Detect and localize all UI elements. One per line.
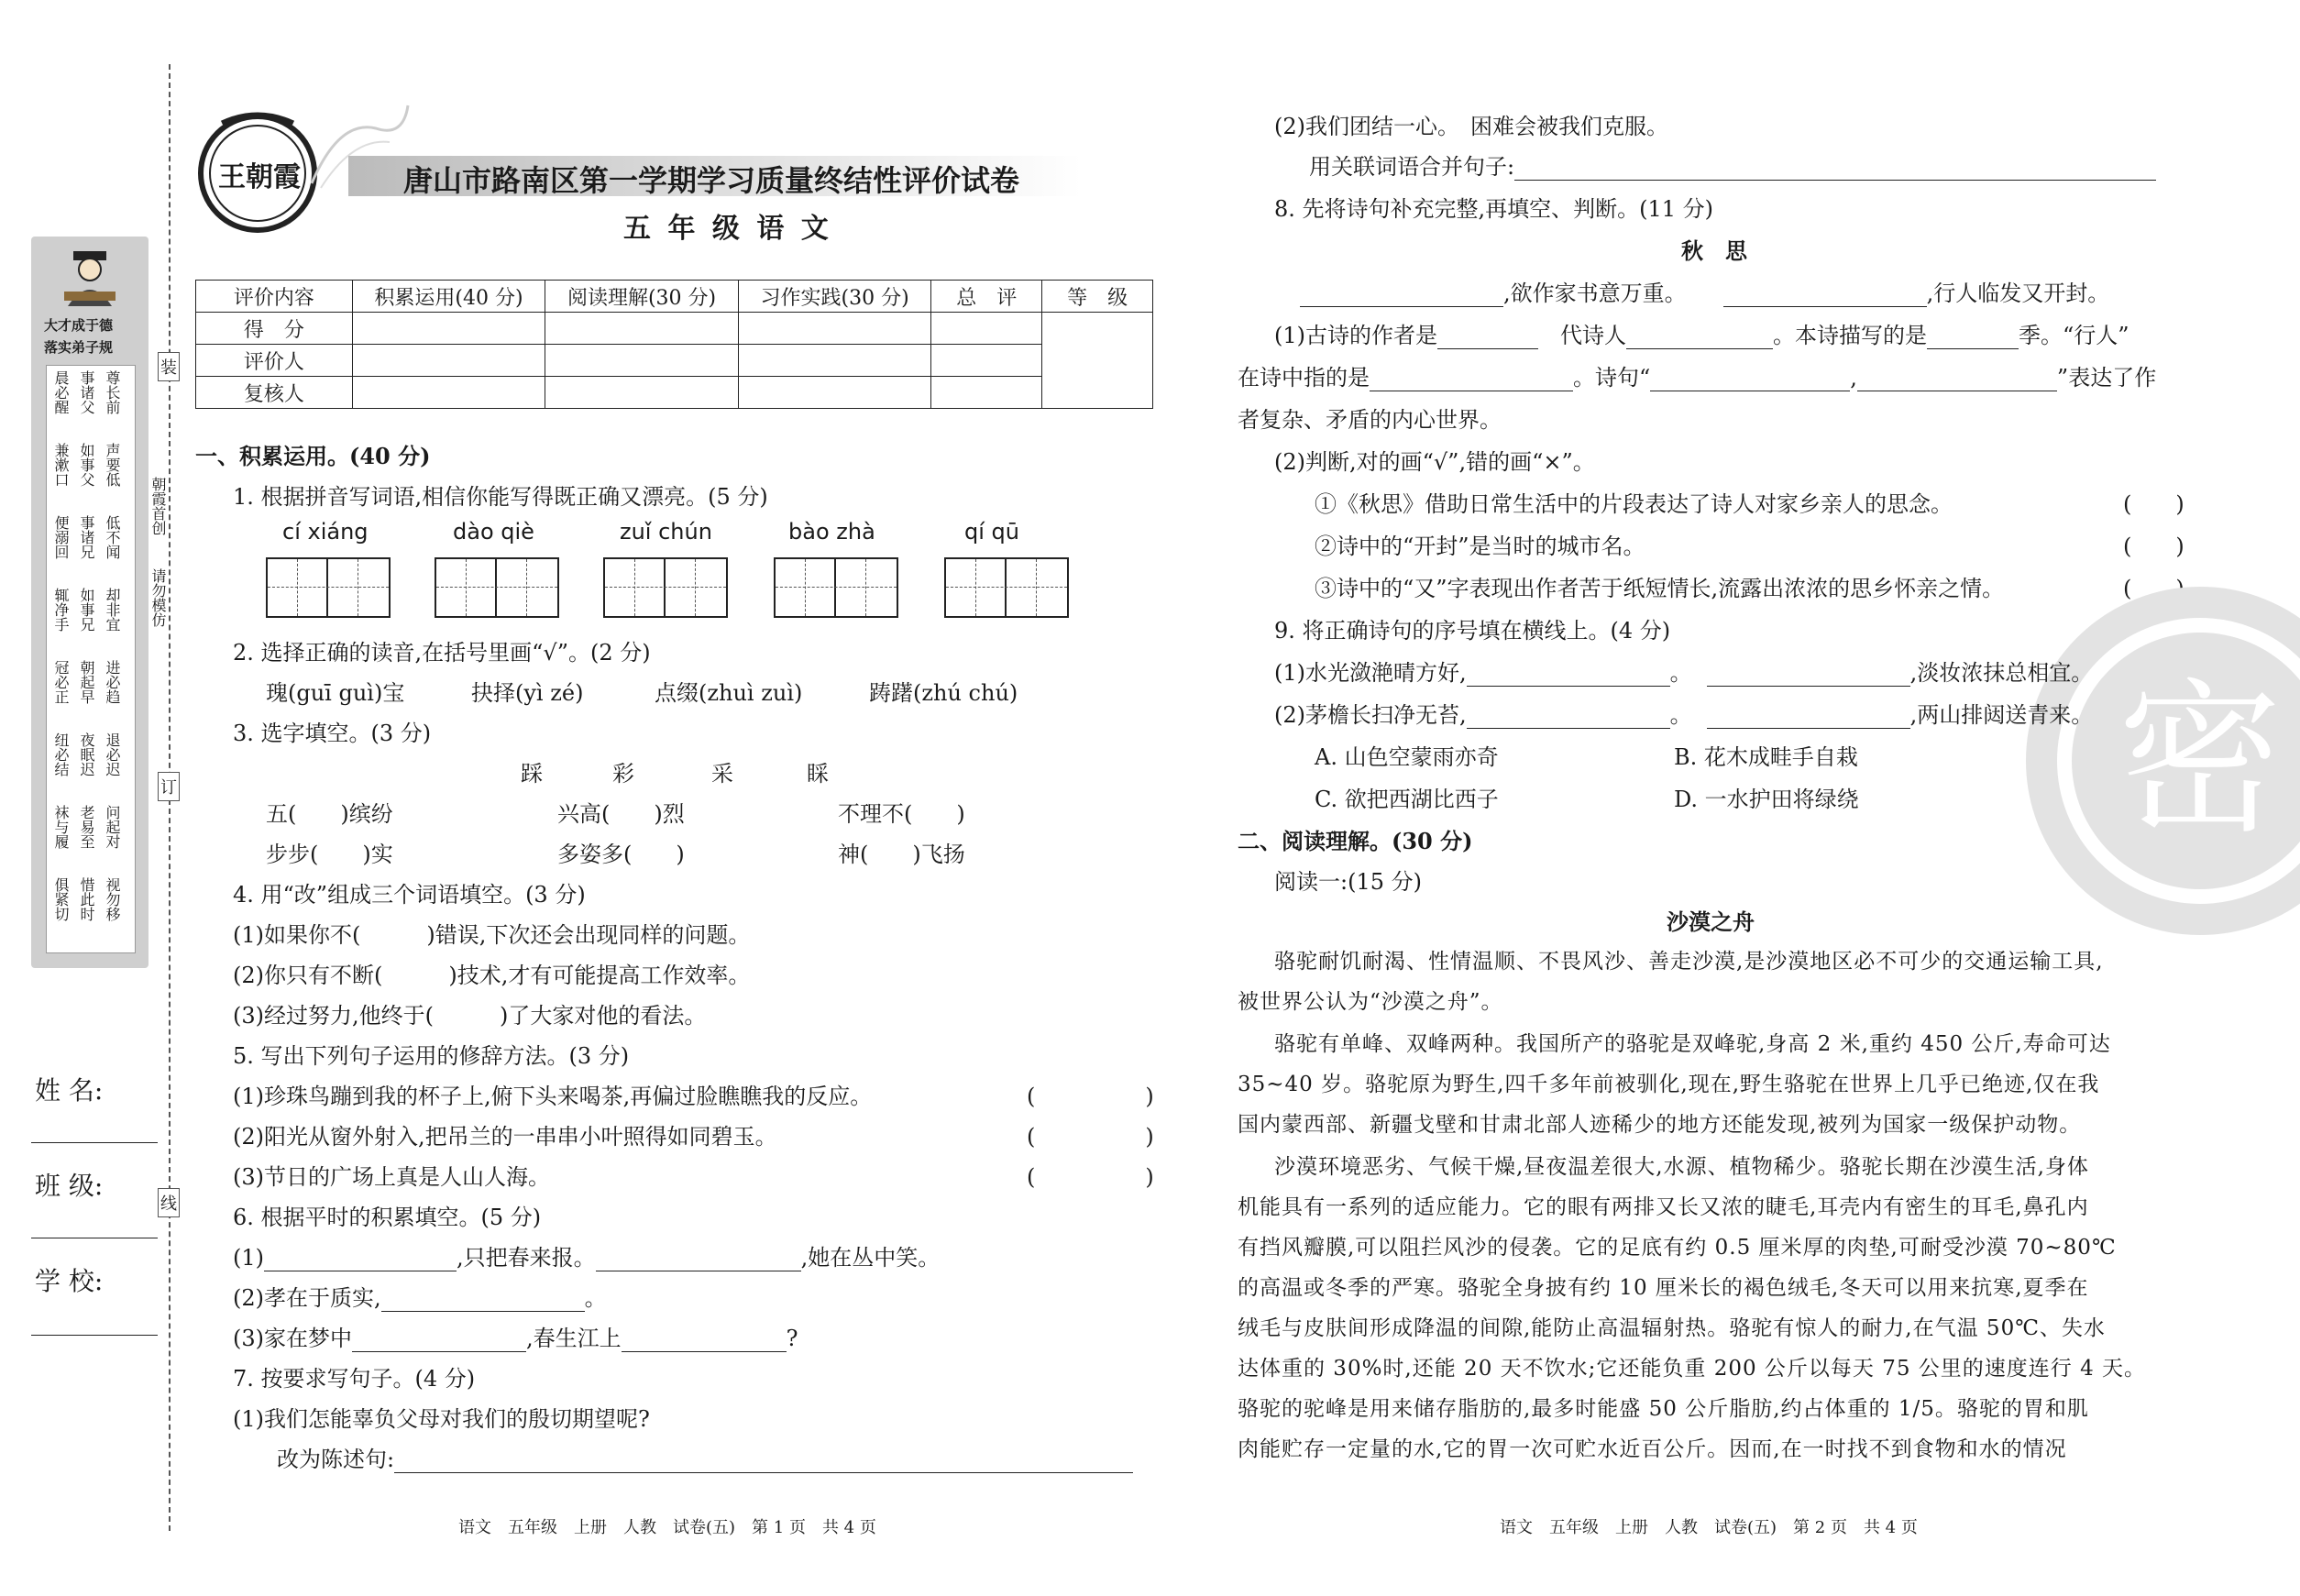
paper-subtitle: 五 年 级 语 文 bbox=[623, 213, 832, 245]
motto-column: 问起对 bbox=[104, 805, 121, 849]
score-cell[interactable] bbox=[738, 377, 931, 409]
q9-line-2: (2)茅檐长扫净无苔, 。 ,两山排闼送青来。 bbox=[1274, 702, 2094, 728]
motto-column: 视勿移 bbox=[104, 877, 121, 921]
score-cell[interactable] bbox=[352, 313, 545, 345]
notice-2: 请勿模仿 bbox=[149, 568, 167, 627]
motto-column: 冠必正 bbox=[52, 660, 70, 704]
q9-line-1: (1)水光潋滟晴方好, 。 ,淡妆浓抹总相宜。 bbox=[1274, 660, 2094, 686]
pinyin-5: qí qū bbox=[964, 519, 1019, 545]
motto-column: 朝起早 bbox=[78, 660, 95, 704]
blank[interactable] bbox=[1707, 664, 1910, 687]
score-cell[interactable] bbox=[738, 345, 931, 377]
section2-heading: 二、阅读理解。(30 分) bbox=[1238, 828, 1473, 854]
q8-2-item-2: ②诗中的“开封”是当时的城市名。 bbox=[1315, 534, 1645, 559]
grade-cell[interactable] bbox=[1042, 313, 1153, 409]
score-cell[interactable] bbox=[931, 345, 1042, 377]
q2-item-3[interactable]: 点缀(zhuì zuì) bbox=[655, 680, 803, 706]
q9-option-b: B. 花木成畦手自栽 bbox=[1674, 744, 1858, 770]
q6-line-3: (3)家在梦中 ,春生江上 ? bbox=[233, 1326, 798, 1351]
score-header: 积累运用(40 分) bbox=[352, 281, 545, 313]
motto-column: 晨必醒 bbox=[52, 370, 70, 414]
score-header: 评价内容 bbox=[196, 281, 353, 313]
fold-mark-1: 装 bbox=[158, 352, 180, 381]
answer-line[interactable] bbox=[1514, 158, 2156, 181]
q4-text: 4. 用“改”组成三个词语填空。(3 分) bbox=[233, 882, 586, 908]
school-field[interactable] bbox=[31, 1335, 158, 1336]
passage-line: 骆驼有单峰、双峰两种。我国所产的骆驼是双峰驼,身高 2 米,重约 450 公斤,寿命可达 bbox=[1274, 1032, 2111, 1056]
q3-text: 3. 选字填空。(3 分) bbox=[233, 721, 432, 746]
class-label: 班 级: bbox=[35, 1171, 104, 1201]
blank[interactable] bbox=[1300, 284, 1503, 307]
q7-item-2-answer: 用关联词语合并句子: bbox=[1309, 149, 2156, 181]
motto-column: 辄净手 bbox=[52, 588, 70, 632]
blank[interactable] bbox=[1370, 369, 1573, 391]
q8-1-line-1: (1)古诗的作者是 代诗人 。本诗描写的是 季。“行人” bbox=[1274, 323, 2129, 348]
blank[interactable] bbox=[1927, 326, 2019, 349]
q9-option-d: D. 一水护田将绿绕 bbox=[1674, 787, 1859, 812]
blank[interactable] bbox=[352, 1329, 526, 1352]
q8-1-line-3: 者复杂、矛盾的内心世界。 bbox=[1238, 407, 1502, 433]
q6-line-1: (1) ,只把春来报。 ,她在丛中笑。 bbox=[233, 1245, 941, 1271]
write-box-3[interactable] bbox=[603, 557, 728, 618]
write-box-2[interactable] bbox=[435, 557, 559, 618]
q9-option-a: A. 山色空蒙雨亦奇 bbox=[1315, 744, 1499, 770]
pinyin-2: dào qiè bbox=[453, 519, 534, 545]
q1-text: 1. 根据拼音写词语,相信你能写得既正确又漂亮。(5 分) bbox=[233, 484, 768, 510]
blank[interactable] bbox=[1857, 369, 2057, 391]
motto-column: 低不闻 bbox=[104, 515, 121, 559]
motto-column: 袜与履 bbox=[52, 805, 70, 849]
motto-column: 纽必结 bbox=[52, 732, 70, 776]
q5-answer-3[interactable]: ( ) bbox=[1027, 1164, 1154, 1190]
footer-left: 语文 五年级 上册 人教 试卷(五) 第 1 页 共 4 页 bbox=[458, 1518, 876, 1537]
blank[interactable] bbox=[381, 1289, 585, 1312]
blank[interactable] bbox=[1707, 706, 1910, 729]
scholar-icon bbox=[55, 246, 125, 308]
q7-item-1: (1)我们怎能辜负父母对我们的殷切期望呢? bbox=[233, 1406, 650, 1432]
score-cell[interactable] bbox=[738, 313, 931, 345]
motto-column: 声要低 bbox=[104, 443, 121, 487]
q3-item-4[interactable]: 步步( )实 bbox=[266, 842, 393, 867]
motto-column: 事诸父 bbox=[78, 370, 95, 414]
write-box-1[interactable] bbox=[266, 557, 391, 618]
passage-line: 的高温或冬季的严寒。骆驼全身披有约 10 厘米长的褐色绒毛,冬天可以用来抗寒,夏季在 bbox=[1238, 1276, 2089, 1300]
motto-column: 俱紧切 bbox=[52, 877, 70, 921]
motto-column: 便溺回 bbox=[52, 515, 70, 559]
q3-char-4: 睬 bbox=[807, 761, 829, 787]
logo: 王朝霞 bbox=[194, 110, 321, 237]
q3-item-3[interactable]: 不理不( ) bbox=[838, 801, 965, 827]
q7-item-2: (2)我们团结一心。 困难会被我们克服。 bbox=[1274, 114, 1668, 139]
score-table bbox=[195, 280, 1153, 409]
score-row-label: 评价人 bbox=[196, 345, 353, 377]
passage-line: 被世界公认为“沙漠之舟”。 bbox=[1238, 990, 1503, 1014]
pinyin-3: zuǐ chún bbox=[620, 519, 712, 545]
write-box-5[interactable] bbox=[944, 557, 1069, 618]
q5-text: 5. 写出下列句子运用的修辞方法。(3 分) bbox=[233, 1043, 630, 1069]
blank[interactable] bbox=[1467, 664, 1670, 687]
motto-top-1: 大才成于德 bbox=[44, 317, 114, 334]
q5-answer-2[interactable]: ( ) bbox=[1027, 1124, 1154, 1150]
q6-text: 6. 根据平时的积累填空。(5 分) bbox=[233, 1205, 542, 1230]
q7-item-1-answer: 改为陈述句: bbox=[277, 1441, 1133, 1473]
score-header: 等 级 bbox=[1042, 281, 1153, 313]
q4-item-1[interactable]: (1)如果你不( )错误,下次还会出现同样的问题。 bbox=[233, 922, 751, 948]
q2-text: 2. 选择正确的读音,在括号里画“√”。(2 分) bbox=[233, 640, 651, 666]
passage-line: 肉能贮存一定量的水,它的胃一次可贮水近百公斤。因而,在一时找不到食物和水的情况 bbox=[1238, 1437, 2067, 1461]
footer-right: 语文 五年级 上册 人教 试卷(五) 第 2 页 共 4 页 bbox=[1500, 1518, 1918, 1537]
score-cell[interactable] bbox=[545, 345, 739, 377]
fold-mark-3: 线 bbox=[158, 1188, 180, 1217]
q5-item-1: (1)珍珠鸟蹦到我的杯子上,俯下头来喝茶,再偏过脸瞧瞧我的反应。 bbox=[233, 1084, 873, 1109]
score-header: 阅读理解(30 分) bbox=[545, 281, 739, 313]
motto-column: 惜此时 bbox=[78, 877, 95, 921]
motto-column: 如事兄 bbox=[78, 588, 95, 632]
school-label: 学 校: bbox=[35, 1266, 104, 1296]
q2-item-1[interactable]: 瑰(guī guì)宝 bbox=[266, 680, 405, 706]
score-row-label: 得 分 bbox=[196, 313, 353, 345]
q5-item-2: (2)阳光从窗外射入,把吊兰的一串串小叶照得如同碧玉。 bbox=[233, 1124, 777, 1150]
q8-2-text: (2)判断,对的画“√”,错的画“×”。 bbox=[1274, 449, 1595, 475]
motto-column: 尊长前 bbox=[104, 370, 121, 414]
paper-title: 唐山市路南区第一学期学习质量终结性评价试卷 bbox=[403, 163, 1020, 198]
blank[interactable] bbox=[1467, 706, 1670, 729]
passage-line: 国内蒙西部、新疆戈壁和甘肃北部人迹稀少的地方还能发现,被列为国家一级保护动物。 bbox=[1238, 1113, 2082, 1137]
q3-item-2[interactable]: 兴高( )烈 bbox=[557, 801, 685, 827]
motto-top-2: 落实弟子规 bbox=[44, 339, 114, 356]
q3-char-1: 踩 bbox=[521, 761, 543, 787]
fold-mark-2: 订 bbox=[158, 772, 180, 801]
passage-title: 沙漠之舟 bbox=[1667, 908, 1755, 935]
passage-line: 35~40 岁。骆驼原为野生,四千多年前被驯化,现在,野生骆驼在世界上几乎已绝迹,仅在我 bbox=[1238, 1073, 2100, 1096]
motto-column: 事诸兄 bbox=[78, 515, 95, 559]
motto-column: 如事父 bbox=[78, 443, 95, 487]
poem-title: 秋 思 bbox=[1681, 237, 1747, 264]
q8-2-item-1: ①《秋思》借助日常生活中的片段表达了诗人对家乡亲人的思念。 bbox=[1315, 491, 1953, 517]
passage-line: 绒毛与皮肤间形成降温的间隙,能防止高温辐射热。骆驼有惊人的耐力,在气温 50℃、失水 bbox=[1238, 1316, 2106, 1340]
q3-item-6[interactable]: 神( )飞扬 bbox=[838, 842, 965, 867]
score-row-label: 复核人 bbox=[196, 377, 353, 409]
score-cell[interactable] bbox=[545, 313, 739, 345]
q8-2-answer-2[interactable]: ( ) bbox=[2123, 534, 2184, 559]
passage-line: 机能具有一系列的适应能力。它的眼有两排又长又浓的睫毛,耳壳内有密生的耳毛,鼻孔内 bbox=[1238, 1195, 2089, 1219]
blank[interactable] bbox=[1650, 369, 1850, 391]
passage-line: 达体重的 30%时,还能 20 天不饮水;它还能负重 200 公斤以每天 75 公里的速度连行 4 天。 bbox=[1238, 1357, 2147, 1381]
q5-answer-1[interactable]: ( ) bbox=[1027, 1084, 1154, 1109]
motto-column: 退必迟 bbox=[104, 732, 121, 776]
blank[interactable] bbox=[1437, 326, 1538, 349]
q9-option-c: C. 欲把西湖比西子 bbox=[1315, 787, 1499, 812]
score-cell[interactable] bbox=[931, 313, 1042, 345]
name-label: 姓 名: bbox=[35, 1075, 104, 1106]
write-box-4[interactable] bbox=[774, 557, 898, 618]
passage-line: 沙漠环境恶劣、气候干燥,昼夜温差很大,水源、植物稀少。骆驼长期在沙漠生活,身体 bbox=[1274, 1155, 2089, 1179]
q4-item-3[interactable]: (3)经过努力,他终于( )了大家对他的看法。 bbox=[233, 1003, 707, 1029]
reading-1-label: 阅读一:(15 分) bbox=[1274, 869, 1422, 895]
score-header: 总 评 bbox=[931, 281, 1042, 313]
q2-item-2[interactable]: 抉择(yì zé) bbox=[471, 680, 584, 706]
q5-item-3: (3)节日的广场上真是人山人海。 bbox=[233, 1164, 550, 1190]
motto-column: 却非宜 bbox=[104, 588, 121, 632]
q6-line-2: (2)孝在于质实, 。 bbox=[233, 1285, 607, 1311]
motto-column: 兼漱口 bbox=[52, 443, 70, 487]
passage-line: 骆驼耐饥耐渴、性情温顺、不畏风沙、善走沙漠,是沙漠地区必不可少的交通运输工具, bbox=[1274, 950, 2104, 974]
blank[interactable] bbox=[264, 1249, 457, 1271]
watermark-text: 密 bbox=[2117, 665, 2283, 856]
section1-heading: 一、积累运用。(40 分) bbox=[195, 443, 431, 469]
q8-text: 8. 先将诗句补充完整,再填空、判断。(11 分) bbox=[1274, 196, 1714, 222]
pinyin-1: cí xiáng bbox=[282, 519, 369, 545]
poem-line: ,欲作家书意万重。 ,行人临发又开封。 bbox=[1300, 275, 2109, 307]
q3-char-3: 采 bbox=[711, 761, 733, 787]
name-field[interactable] bbox=[31, 1142, 158, 1143]
q3-item-5[interactable]: 多姿多( ) bbox=[557, 842, 685, 867]
score-cell[interactable] bbox=[352, 377, 545, 409]
answer-line[interactable] bbox=[394, 1450, 1133, 1473]
q7-text: 7. 按要求写句子。(4 分) bbox=[233, 1366, 476, 1392]
motto-column: 老易至 bbox=[78, 805, 95, 849]
q4-item-2[interactable]: (2)你只有不断( )技术,才有可能提高工作效率。 bbox=[233, 963, 751, 988]
q8-2-item-3: ③诗中的“又”字表现出作者苦于纸短情长,流露出浓浓的思乡怀亲之情。 bbox=[1315, 576, 2005, 601]
q3-char-2: 彩 bbox=[612, 761, 634, 787]
blank[interactable] bbox=[1723, 284, 1927, 307]
q8-2-answer-1[interactable]: ( ) bbox=[2123, 491, 2184, 517]
notice-1: 朝霞首创 bbox=[149, 477, 167, 535]
pinyin-4: bào zhà bbox=[788, 519, 875, 545]
score-cell[interactable] bbox=[545, 377, 739, 409]
blank[interactable] bbox=[1626, 326, 1773, 349]
q8-2-answer-3[interactable]: ( ) bbox=[2123, 576, 2184, 601]
blank[interactable] bbox=[622, 1329, 787, 1352]
q3-item-1[interactable]: 五( )缤纷 bbox=[266, 801, 393, 827]
score-cell[interactable] bbox=[352, 345, 545, 377]
motto-column: 进必趋 bbox=[104, 660, 121, 704]
q2-item-4[interactable]: 踌躇(zhú chú) bbox=[869, 680, 1018, 706]
q8-1-line-2: 在诗中指的是 。诗句“ , ”表达了作 bbox=[1238, 365, 2157, 391]
passage-line: 骆驼的驼峰是用来储存脂肪的,最多时能盛 50 公斤脂肪,约占体重的 1/5。骆驼的胃和肌 bbox=[1238, 1397, 2089, 1421]
q9-text: 9. 将正确诗句的序号填在横线上。(4 分) bbox=[1274, 618, 1671, 644]
score-cell[interactable] bbox=[931, 377, 1042, 409]
passage-line: 有挡风瓣膜,可以阻拦风沙的侵袭。它的足底有约 0.5 厘米厚的肉垫,可耐受沙漠 70~80℃ bbox=[1238, 1236, 2117, 1260]
score-header: 习作实践(30 分) bbox=[738, 281, 931, 313]
blank[interactable] bbox=[596, 1249, 801, 1271]
motto-column: 夜眠迟 bbox=[78, 732, 95, 776]
